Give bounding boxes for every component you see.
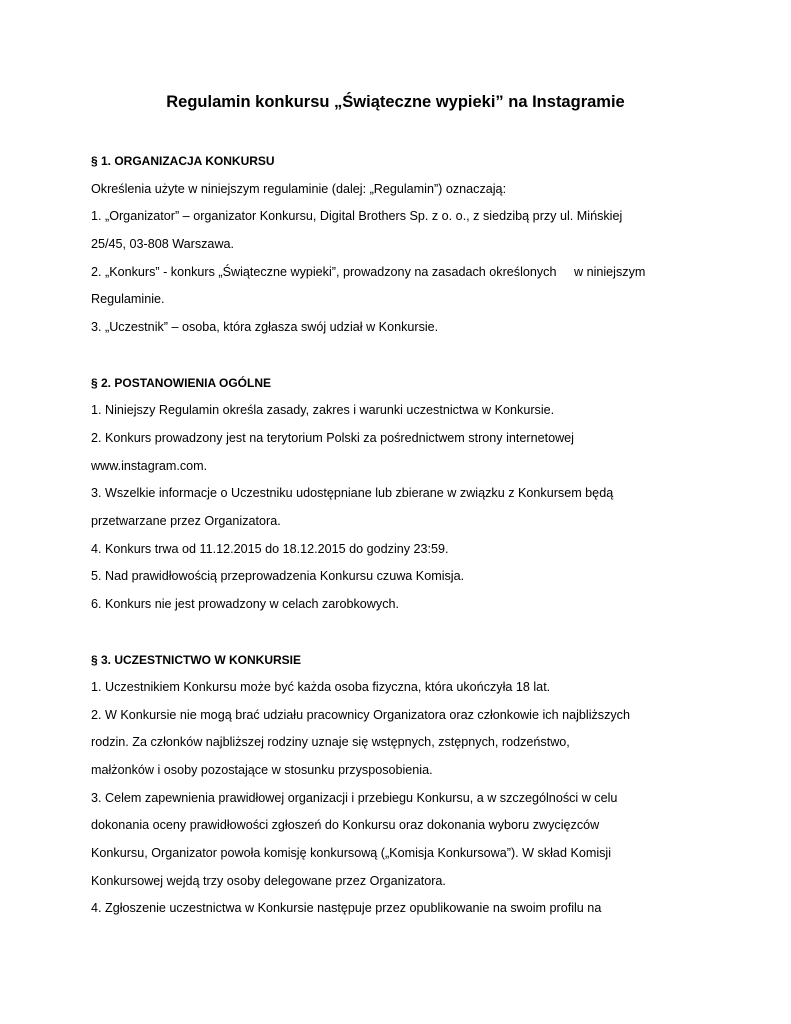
document-title: Regulamin konkursu „Świąteczne wypieki” na Instagramie	[166, 93, 625, 111]
paragraph-line: 1. Uczestnikiem Konkursu może być każda osoba fizyczna, która ukończyła 18 lat.	[91, 680, 551, 694]
paragraph-line: 2. W Konkursie nie mogą brać udziału pracownicy Organizatora oraz członkowie ich najbliższych	[91, 708, 630, 722]
paragraph-line: przetwarzane przez Organizatora.	[91, 514, 281, 528]
paragraph-line: Konkursowej wejdą trzy osoby delegowane przez Organizatora.	[91, 874, 446, 888]
paragraph-line: Konkursu, Organizator powoła komisję konkursową („Komisja Konkursowa”). W skład Komisji	[91, 846, 612, 860]
paragraph-line: 1. Niniejszy Regulamin określa zasady, zakres i warunki uczestnictwa w Konkursie.	[91, 403, 555, 417]
paragraph-line: 1. „Organizator” – organizator Konkursu, Digital Brothers Sp. z o. o., z siedzibą przy ul. Mińskiej	[91, 209, 623, 223]
paragraph-line: 3. Wszelkie informacje o Uczestniku udostępniane lub zbierane w związku z Konkursem będą	[91, 486, 614, 500]
paragraph-line: 2. Konkurs prowadzony jest na terytorium Polski za pośrednictwem strony internetowej	[91, 431, 574, 445]
paragraph-line: 5. Nad prawidłowością przeprowadzenia Konkursu czuwa Komisja.	[91, 569, 465, 583]
paragraph-line: www.instagram.com.	[91, 459, 208, 473]
section-heading-organizacja: § 1. ORGANIZACJA KONKURSU	[91, 154, 275, 168]
paragraph-line: Regulaminie.	[91, 292, 165, 306]
section-heading-uczestnictwo: § 3. UCZESTNICTWO W KONKURSIE	[91, 653, 302, 667]
paragraph-line: 2. „Konkurs” - konkurs „Świąteczne wypieki”, prowadzony na zasadach określonych w niniejszym	[91, 265, 646, 279]
paragraph-line: rodzin. Za członków najbliższej rodziny uznaje się wstępnych, zstępnych, rodzeństwo,	[91, 735, 570, 749]
paragraph-line: 6. Konkurs nie jest prowadzony w celach zarobkowych.	[91, 597, 399, 611]
paragraph-line: 25/45, 03-808 Warszawa.	[91, 237, 235, 251]
paragraph-line: małżonków i osoby pozostające w stosunku przysposobienia.	[91, 763, 433, 777]
paragraph-line: 4. Zgłoszenie uczestnictwa w Konkursie następuje przez opublikowanie na swoim profilu na	[91, 901, 602, 915]
paragraph-line: dokonania oceny prawidłowości zgłoszeń do Konkursu oraz dokonania wyboru zwycięzców	[91, 818, 600, 832]
paragraph-line: 3. Celem zapewnienia prawidłowej organizacji i przebiegu Konkursu, a w szczególności w celu	[91, 791, 618, 805]
paragraph-line: 4. Konkurs trwa od 11.12.2015 do 18.12.2015 do godziny 23:59.	[91, 542, 449, 556]
section-heading-postanowienia: § 2. POSTANOWIENIA OGÓLNE	[91, 376, 272, 390]
paragraph-line: Określenia użyte w niniejszym regulaminie (dalej: „Regulamin”) oznaczają:	[91, 182, 507, 196]
paragraph-line: 3. „Uczestnik” – osoba, która zgłasza swój udział w Konkursie.	[91, 320, 439, 334]
